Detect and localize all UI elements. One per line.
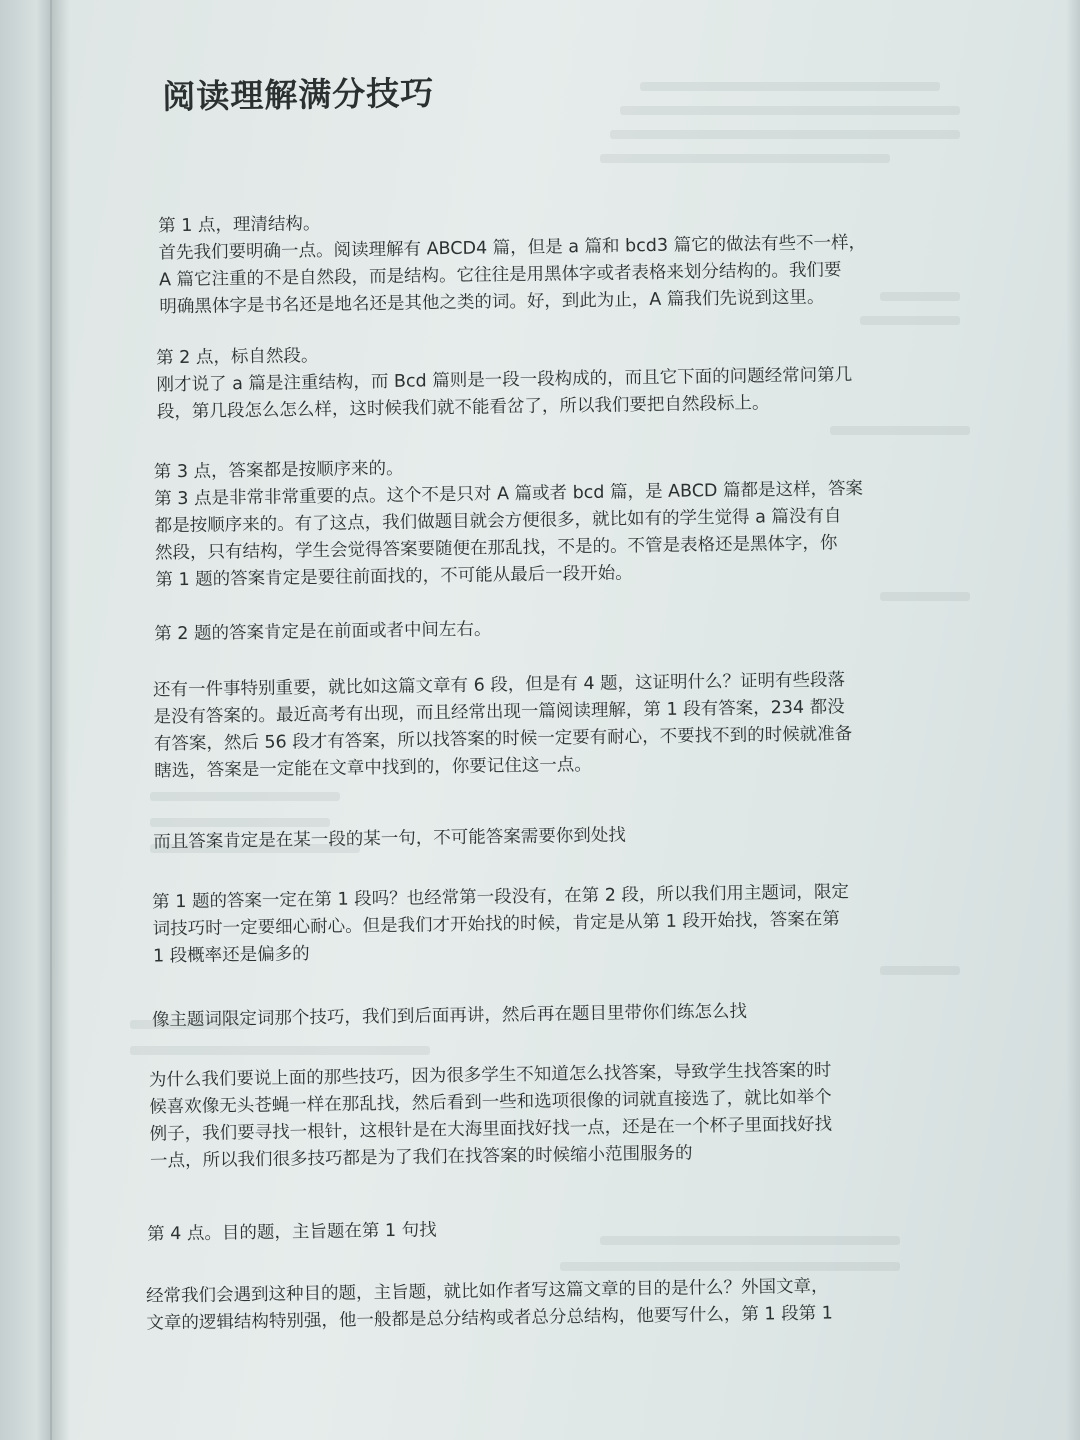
paragraph-point-4 [147,1217,437,1248]
text-line: 像主题词限定词那个技巧，我们到后面再讲，然后再在题目里带你们练怎么找 [151,1001,748,1031]
text-line: 首先我们要明确一点。阅读理解有 ABCD4 篇，但是 a 篇和 bcd3 篇它的做法有些不一样， [158,232,867,264]
paragraph-why-techniques [149,1057,833,1175]
text-line: 第 2 题的答案肯定是在前面或者中间左右。 [154,619,492,645]
text-line: 例子，我们要寻找一根针，这根针是在大海里面找好找一点，还是在一个杯子里面找好找 [149,1114,833,1145]
text-line: 一点，所以我们很多技巧都是为了我们在找答案的时候缩小范围服务的 [149,1143,693,1172]
paragraph-one-sentence [153,822,626,856]
text-line: 第 2 点，标自然段。 [156,345,319,369]
left-page-edge [0,0,52,1440]
text-line: 文章的逻辑结构特别强，他一般都是总分结构或者总分总结构，他要写什么，第 1 段第 1 [146,1303,834,1334]
text-line: 第 1 点，理清结构。 [158,213,321,237]
text-line: 而且答案肯定是在某一段的某一句，不可能答案需要你到处找 [153,825,626,853]
page-title: 阅读理解满分技巧 [161,73,435,117]
text-line: 瞎选，答案是一定能在文章中找到的，你要记住这一点。 [154,754,592,782]
paragraph-purpose-question [146,1273,833,1337]
paragraph-point-2 [156,335,853,426]
text-line: 经常我们会遇到这种目的题，主旨题，就比如作者写这篇文章的目的是什么？外国文章， [145,1276,829,1307]
text-line: 1 段概率还是偏多的 [152,944,310,967]
paragraph-point-1 [158,203,867,321]
right-book-edge [1066,0,1080,1440]
text-line: 是没有答案的。最近高考有出现，而且经常出现一篇阅读理解，第 1 段有答案，234 都没 [153,697,845,728]
text-line: 段，第几段怎么怎么样，这时候我们就不能看岔了，所以我们要把自然段标上。 [156,393,770,423]
text-line: A 篇它注重的不是自然段，而是结构。它往往是用黑体字或者表格来划分结构的。我们要 [158,260,842,291]
text-line: 然段，只有结构，学生会觉得答案要随便在那乱找，不是的。不管是表格还是黑体字，你 [154,533,838,564]
text-line: 都是按顺序来的。有了这点，我们做题目就会方便很多，就比如有的学生觉得 a 篇没有自 [154,506,842,537]
text-line: 明确黑体字是书名还是地名还是其他之类的词。好，到此为止，A 篇我们先说到这里。 [159,287,825,318]
paragraph-keyword-technique [152,999,747,1035]
text-line: 第 3 点是非常非常重要的点。这个不是只对 A 篇或者 bcd 篇，是 ABCD 篇都是这样，答案 [154,478,864,510]
paragraph-question-2 [154,616,492,648]
text-line: 第 1 题的答案一定在第 1 段吗？也经常第一段没有，在第 2 段，所以我们用主题词，限定 [152,882,850,913]
text-line: 还有一件事特别重要，就比如这篇文章有 6 段，但是有 4 题，这证明什么？证明有些段落 [152,670,846,701]
paragraph-point-3 [154,449,865,595]
text-line: 第 3 点，答案都是按顺序来的。 [153,458,404,483]
paragraph-patience [153,667,853,785]
page-shadow [52,0,70,1440]
text-line: 词技巧时一定要细心耐心。但是我们才开始找的时候，肯定是从第 1 段开始找，答案在第 [152,909,840,940]
text-line: 刚才说了 a 篇是注重结构，而 Bcd 篇则是一段一段构成的，而且它下面的问题经常问第几 [156,365,853,396]
text-line: 候喜欢像无头苍蝇一样在那乱找，然后看到一些和选项很像的词就直接选了，就比如举个 [149,1087,832,1118]
text-line: 第 4 点。目的题，主旨题在第 1 句找 [147,1220,437,1245]
text-line: 有答案，然后 56 段才有答案，所以找答案的时候一定要有耐心，不要找不到的时候就准备 [153,724,853,755]
paragraph-first-question [152,879,850,970]
text-line: 第 1 题的答案肯定是要往前面找的，不可能从最后一段开始。 [155,563,633,591]
text-line: 为什么我们要说上面的那些技巧，因为很多学生不知道怎么找答案，导致学生找答案的时 [148,1060,832,1091]
